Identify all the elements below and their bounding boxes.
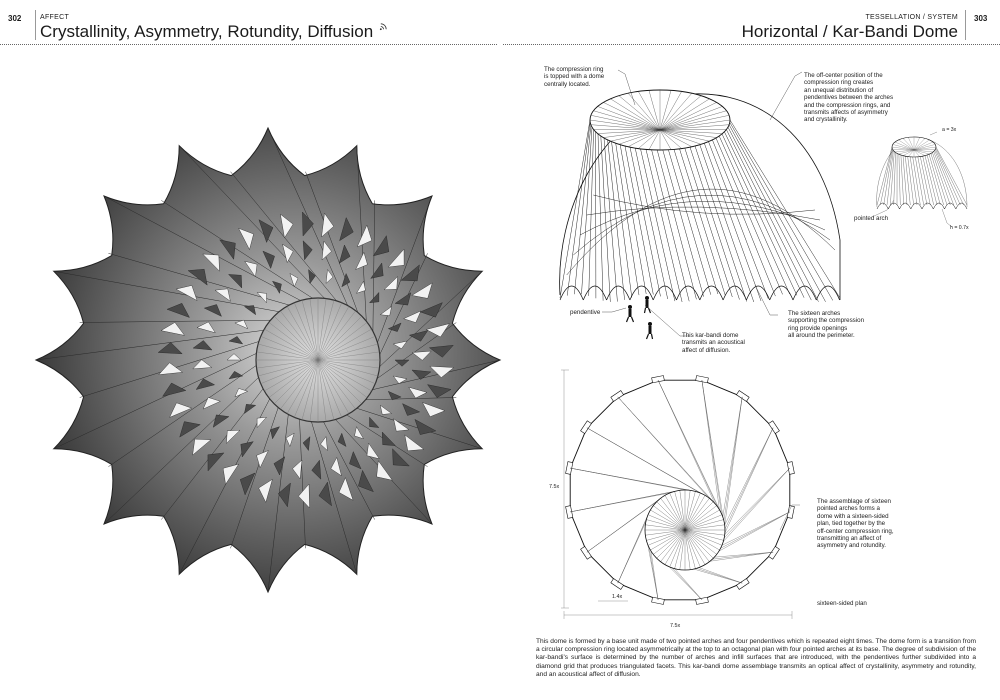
- mesh-line: [730, 120, 840, 298]
- body-paragraph: This dome is formed by a base unit made of two pointed arches and four pendentives which is repeated eight times. The dome form is a transition from a circular compression ring located asymmetrically at the top to an octagonal plan with four pointed arches at its base. The degree of subdivision of the kar-bandi's surface is determined by the number of arches and infill surfaces that are introduced, with the pendentives further subdivided into a diamond grid that produces triangulated facets. This kar-bandi dome assemblage transmits an optical affect of crystallinity, asymmetry and rotundity, and an acoustical affect of diffusion.: [536, 638, 976, 678]
- wifi-icon: [379, 22, 388, 31]
- plan-arch-block: [769, 546, 780, 559]
- arch: [700, 286, 723, 300]
- person-figure-1: [627, 305, 634, 322]
- dimension-1-4: 1.4x: [612, 594, 623, 600]
- right-header-divider: [965, 10, 966, 40]
- mesh-line: [680, 149, 726, 295]
- mesh-curve: [567, 189, 835, 275]
- mesh-line: [908, 157, 914, 205]
- arch: [911, 203, 922, 209]
- mesh-line: [894, 153, 896, 206]
- arch: [922, 203, 933, 209]
- mesh-line: [652, 150, 690, 301]
- mesh-line: [905, 156, 910, 205]
- plan-arch-block: [611, 391, 624, 402]
- mesh-line: [616, 143, 639, 295]
- plan-arch-block: [787, 462, 794, 475]
- annotation-plan-label: sixteen-sided plan: [817, 600, 867, 607]
- mesh-line: [935, 149, 960, 205]
- mesh-line: [920, 157, 930, 205]
- plan-ring-spokes: [645, 490, 725, 570]
- perspective-mesh: [560, 120, 840, 302]
- person-figure-3: [647, 322, 653, 339]
- annotation-diffusion: This kar-bandi dome transmits an acoustical affect of diffusion.: [682, 332, 745, 354]
- mesh-line: [877, 147, 892, 205]
- arch: [816, 286, 839, 300]
- dimension-7-5-vertical: 7.5x: [549, 484, 560, 490]
- mesh-line: [674, 149, 718, 294]
- right-section-label: TESSELLATION / SYSTEM: [865, 14, 958, 21]
- arch: [653, 286, 676, 300]
- mesh-line: [936, 148, 964, 205]
- mesh-line: [899, 154, 900, 205]
- perspective-arches: [560, 286, 840, 300]
- mesh-line: [730, 122, 833, 300]
- left-section-label: AFFECT: [40, 14, 70, 21]
- annotation-pointed-arch: pointed arch: [854, 215, 889, 222]
- arch: [945, 203, 956, 209]
- mesh-line: [722, 134, 797, 295]
- annotation-assemblage: The assemblage of sixteen pointed arches forms a dome with a sixteen-sided plan, tied together by the off-center compression ring, transmitting an affect of asymmetry and rotundity.: [817, 498, 894, 550]
- arch: [933, 203, 944, 209]
- mesh-line: [589, 130, 594, 296]
- left-page-title-text: Crystallinity, Asymmetry, Rotundity, Diffusion: [40, 22, 374, 41]
- annotation-pendentive: pendentive: [570, 309, 601, 316]
- plan-arch-block: [581, 546, 592, 559]
- plan-grid-line: [587, 428, 710, 499]
- mesh-line: [925, 156, 937, 205]
- annotation-compression-ring: The compression ring is topped with a dome centrally located.: [544, 66, 605, 88]
- arch: [560, 286, 583, 300]
- left-page-title: [40, 22, 388, 42]
- mesh-line: [923, 156, 934, 205]
- mesh-line: [641, 149, 675, 301]
- annotation-sixteen-arches: The sixteen arches supporting the compression ring provide openings all around the perimeter.: [788, 310, 865, 340]
- mesh-line: [726, 130, 811, 301]
- mesh-line: [690, 147, 740, 300]
- mesh-line: [620, 145, 646, 294]
- right-header-rule: [503, 44, 1000, 45]
- mesh-line: [903, 156, 907, 205]
- right-page-title: Horizontal / Kar-Bandi Dome: [741, 22, 958, 41]
- mesh-line: [910, 157, 917, 205]
- mesh-line: [625, 146, 653, 295]
- plan-arch-block: [611, 579, 624, 590]
- human-figures: [627, 296, 653, 339]
- right-page-number: 303: [974, 14, 988, 23]
- left-header-rule: [0, 44, 497, 45]
- arch: [770, 286, 793, 300]
- compression-ring-spokes: [256, 298, 380, 422]
- mesh-line: [560, 120, 590, 298]
- plan-arch-block: [736, 579, 749, 590]
- person-figure-2: [645, 296, 651, 313]
- arch: [793, 286, 816, 300]
- annotation-dim-h: h = 0.7x: [950, 225, 969, 231]
- mesh-line: [604, 138, 617, 302]
- mesh-curve: [573, 195, 830, 255]
- mesh-line: [646, 149, 682, 302]
- dome-render-figure: [28, 110, 508, 610]
- plan-arch-block: [566, 506, 573, 519]
- arch: [877, 203, 888, 209]
- arch: [630, 286, 653, 300]
- plan-arch-block: [652, 376, 665, 383]
- dimension-7-5-horizontal: 7.5x: [670, 623, 681, 629]
- mesh-curve: [580, 201, 825, 235]
- dome-plan-drawing: [560, 365, 800, 635]
- mesh-line: [574, 125, 591, 294]
- left-page-number: 302: [8, 14, 22, 23]
- arch: [956, 203, 967, 209]
- left-header-divider: [35, 10, 36, 40]
- plan-grid-line: [722, 397, 742, 545]
- arch: [723, 286, 746, 300]
- plan-arch-block: [769, 421, 780, 434]
- arch: [900, 203, 911, 209]
- plan-arch-block: [566, 462, 573, 475]
- mesh-line: [936, 147, 967, 205]
- plan-arch-block: [696, 597, 709, 604]
- plan-arch-block: [581, 421, 592, 434]
- annotation-dim-a: a = 3x: [942, 127, 957, 133]
- mesh-line: [901, 155, 904, 205]
- mesh-line: [582, 127, 593, 294]
- mesh-line: [709, 142, 769, 299]
- plan-grid-line: [570, 468, 695, 491]
- annotation-off-center: The off-center position of the compression ring creates an unequal distribution of pendentives between the arches and the compression rings, and transmits affects of asymmetry and crystallinity.: [804, 72, 894, 124]
- plan-arch-block: [736, 391, 749, 402]
